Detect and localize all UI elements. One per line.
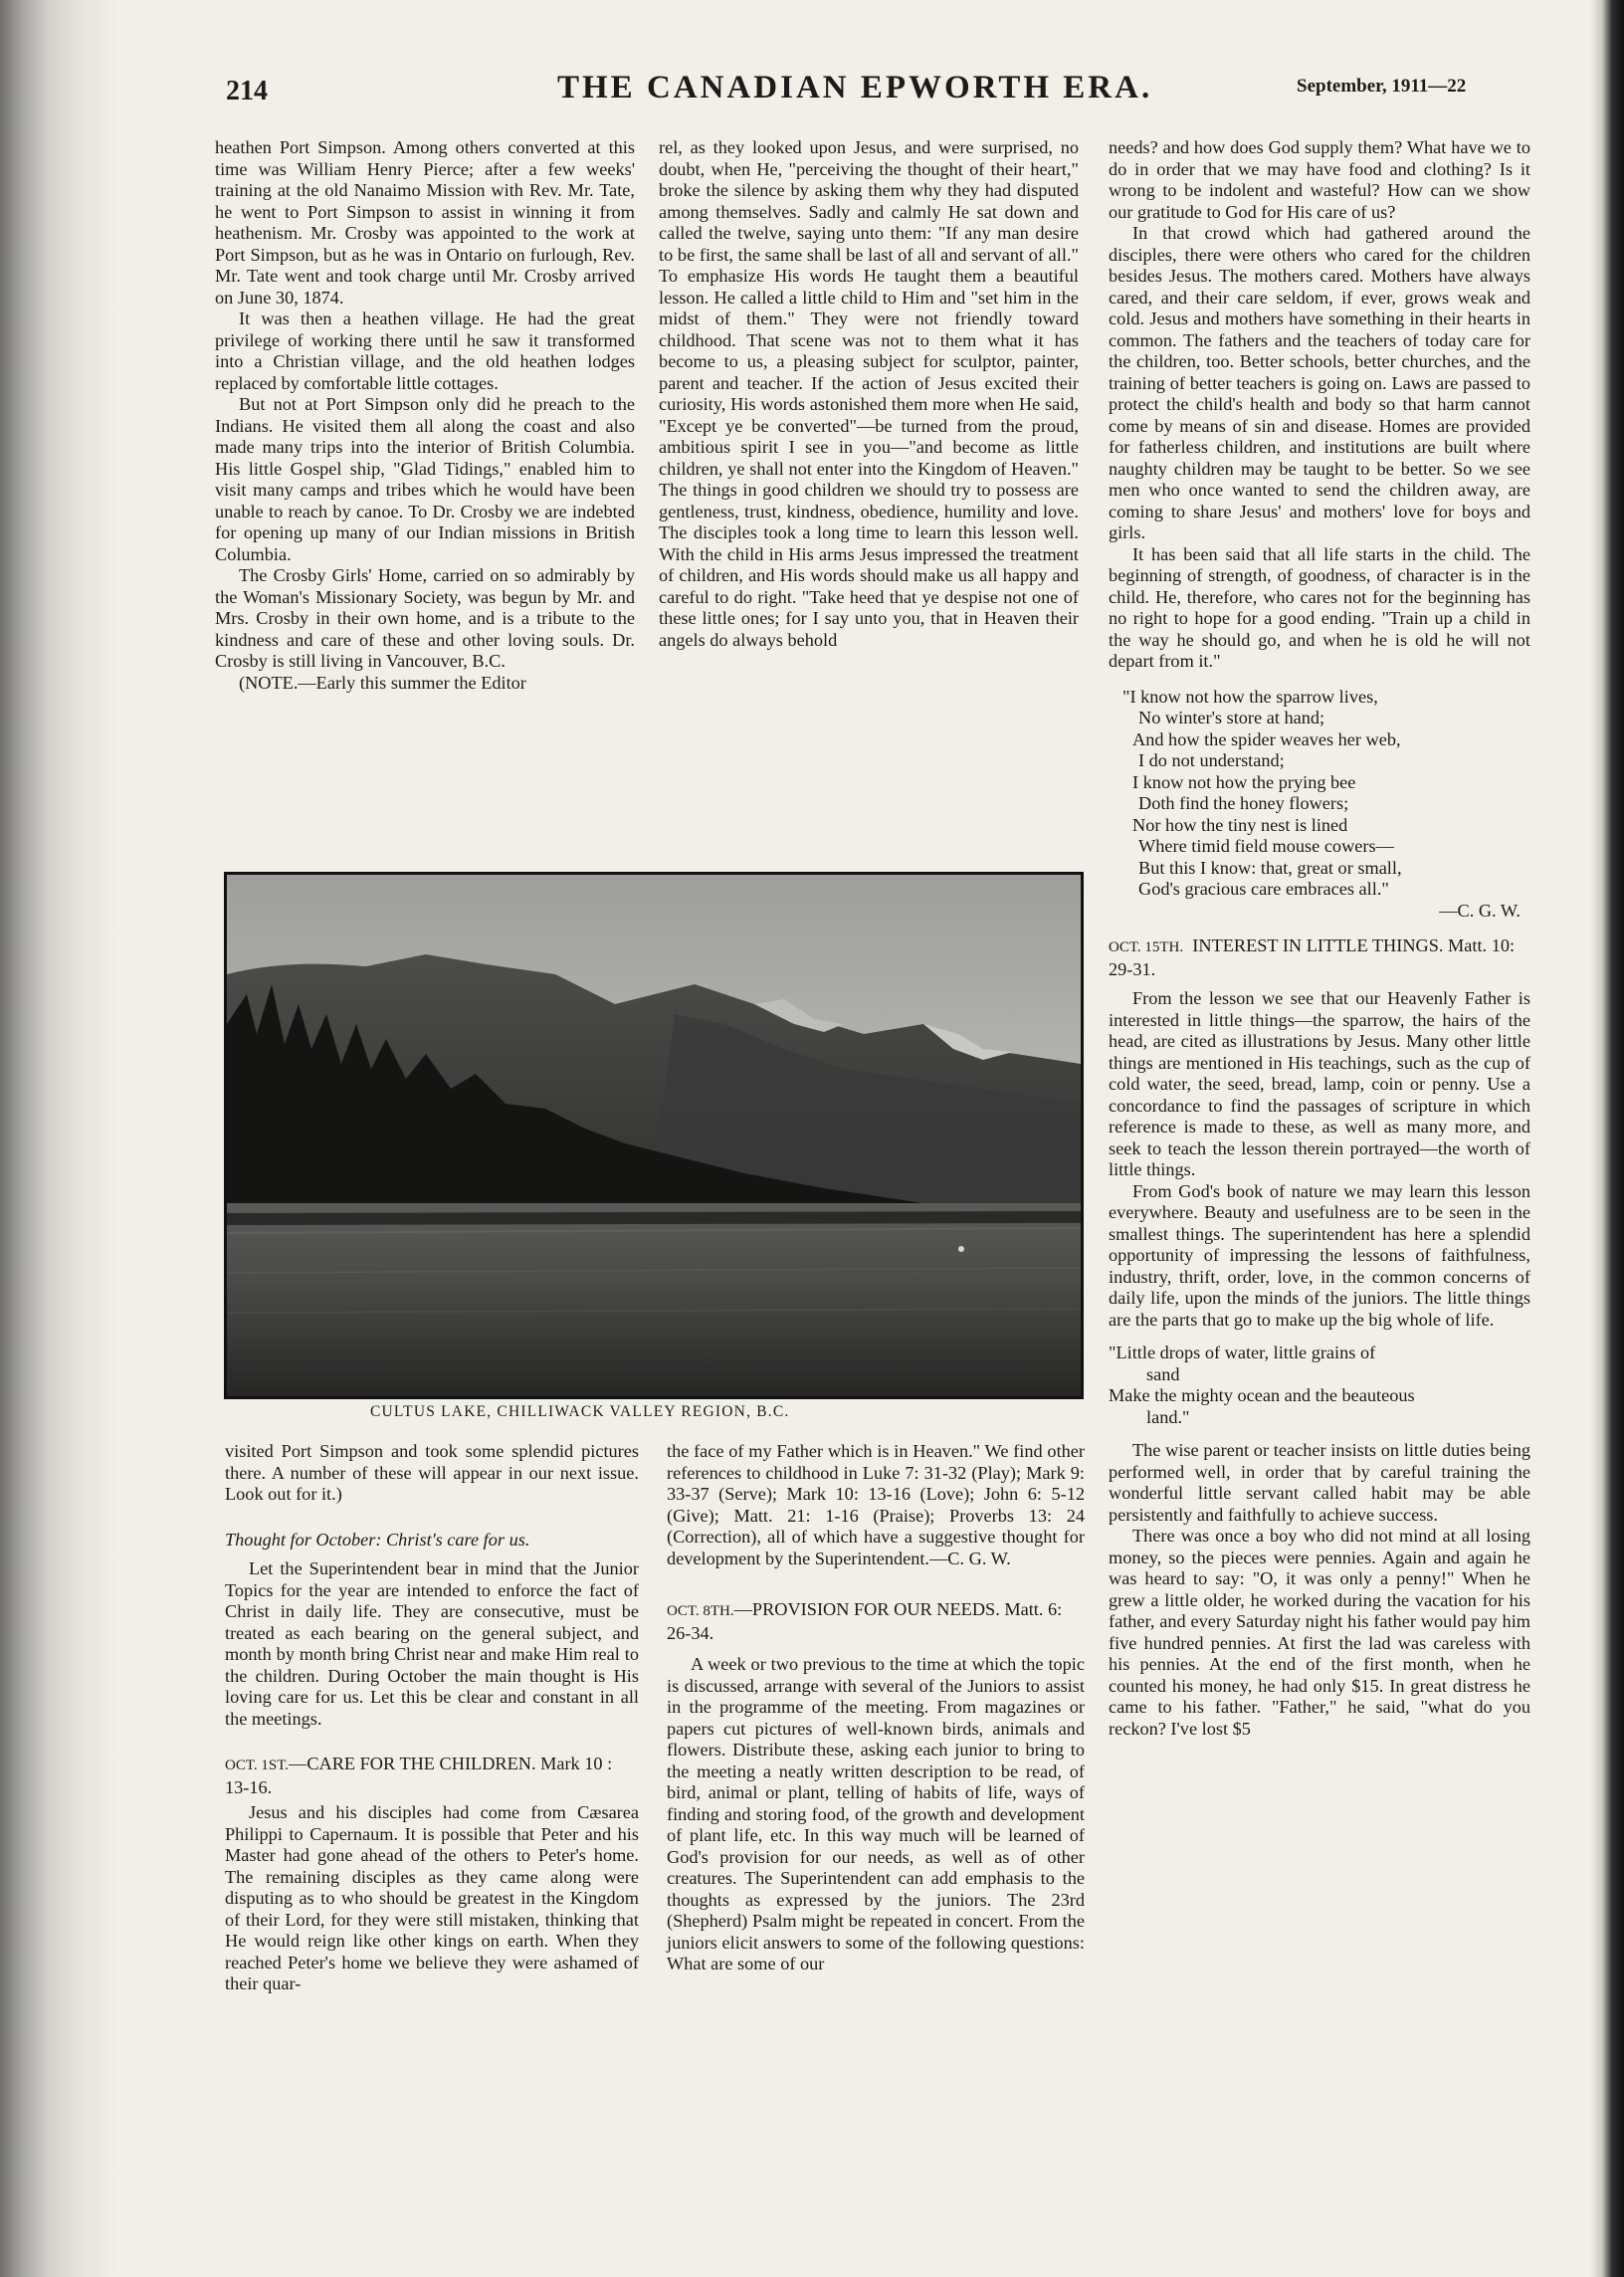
column-1-bottom	[225, 1441, 639, 1995]
paragraph: But not at Port Simpson only did he preach to the Indians. He visited them all along the coast and also made many trips into the interior of British Columbia. His little Gospel ship, "Glad Tidings," enabled him to visit many camps and tribes which he would have been unable to reach by canoe. To Dr. Crosby we are indebted for opening up many of our Indian missions in British Columbia.	[215, 394, 635, 564]
poem-line: "I know not how the sparrow lives,	[1122, 686, 1378, 707]
column-1-top	[215, 137, 635, 694]
paragraph: The wise parent or teacher insists on little duties being performed well, in order that by careful training the wonderful little servant called habit may be able persistently and faithfully to achieve success.	[1109, 1440, 1530, 1525]
paragraph: visited Port Simpson and took some splendid pictures there. A number of these will appear in our next issue. Look out for it.)	[225, 1441, 639, 1504]
heading-title: —CARE FOR THE CHILDREN. Mark 10 : 13-16.	[225, 1754, 613, 1797]
paragraph: It has been said that all life starts in the child. The beginning of strength, of goodness, of character is in the child. He, therefore, who cares not for the beginning has no right to hope for a good ending. "Train up a child in the way he should go, and when he is old he will not depart from it."	[1109, 543, 1530, 671]
issue-date: September, 1911—22	[1297, 76, 1467, 97]
poem	[1109, 687, 1530, 923]
photo-caption: CULTUS LAKE, CHILLIWACK VALLEY REGION, B.C.	[370, 1403, 790, 1420]
paragraph: The Crosby Girls' Home, carried on so admirably by the Woman's Missionary Society, was begun by Mr. and Mrs. Crosby in their own home, and is a tribute to the kindness and care of these and other loving souls. Dr. Crosby is still living in Vancouver, B.C.	[215, 565, 635, 671]
paragraph: Let the Superintendent bear in mind that the Junior Topics for the year are intended to enforce the fact of Christ in daily life. They are consecutive, must be treated as each bearing on the general subject, and month by month bring Christ near and make Him real to the children. During October the main thought is His loving care for us. Let this be clear and constant in all the meetings.	[225, 1558, 639, 1729]
heading-title: INTEREST IN LITTLE THINGS. Matt. 10: 29-31.	[1109, 935, 1516, 979]
page-number: 214	[226, 76, 268, 106]
block-quote	[1109, 1343, 1530, 1428]
poem-line: Nor how the tiny nest is lined	[1132, 814, 1348, 835]
poem-line: God's gracious care embraces all."	[1138, 879, 1389, 899]
poem-line: Doth find the honey flowers;	[1138, 793, 1349, 813]
paragraph: It was then a heathen village. He had the great privilege of working there until he saw it transformed into a Christian village, and the old heathen lodges replaced by comfortable little cottages.	[215, 309, 635, 393]
paragraph: the face of my Father which is in Heaven." We find other references to childhood in Luke 7: 31-32 (Play); Mark 9: 33-37 (Serve); Mark 10: 13-16 (Love); John 6: 5-12 (Give); Matt. 21: 1-16 (Praise); Proverbs 13: 24 (Correction), all of which have a suggestive thought for development by the Superintendent.—C. G. W.	[667, 1441, 1085, 1568]
column-2-bottom	[667, 1441, 1085, 1975]
paragraph: needs? and how does God supply them? What have we to do in order that we may have food and clothing? Is it wrong to be indolent and wasteful? How can we show our gratitude to God for His care of us?	[1109, 137, 1530, 222]
paragraph: In that crowd which had gathered around the disciples, there were others who cared for the children besides Jesus. The mothers cared. Mothers have always cared, and their care seldom, if ever, grows weak and cold. Jesus and mothers have something in their hearts in common. The fathers and the teachers of today care for the children, too. Better schools, better churches, and the training of better teachers is going on. Laws are passed to protect the child's health and body so that harm cannot come by means of sin and disease. Homes are provided for fatherless children, and institutions are built where naughty children may be taught to be better. So we see men who once wanted to send the children away, are coming to share Jesus' and mothers' love for boys and girls.	[1109, 223, 1530, 542]
quote-line: sand	[1146, 1363, 1180, 1384]
poem-line: And how the spider weaves her web,	[1132, 728, 1401, 749]
heading-date: OCT. 1ST.	[225, 1758, 290, 1773]
section-heading-oct-8	[667, 1599, 1085, 1644]
quote-line: land."	[1146, 1406, 1190, 1427]
heading-title: —PROVISION FOR OUR NEEDS. Matt. 6: 26-34.	[667, 1599, 1063, 1643]
poem-line: Where timid field mouse cowers—	[1138, 836, 1394, 856]
thought-for-october: Thought for October: Christ's care for us.	[225, 1529, 530, 1550]
section-heading-oct-15	[1109, 935, 1530, 980]
paragraph: From God's book of nature we may learn this lesson everywhere. Beauty and usefulness are to be seen in the smallest things. The superintendent has here a splendid opportunity of impressing the lessons of faithfulness, industry, thrift, order, love, in the common concerns of daily life, upon the minds of the juniors. The little things are the parts that go to make up the big whole of life.	[1109, 1180, 1530, 1330]
paragraph: rel, as they looked upon Jesus, and were surprised, no doubt, when He, "perceiving the thought of their heart," broke the silence by asking them why they had disputed among themselves. Sadly and calmly He sat down and called the twelve, saying unto them: "If any man desire to be first, the same shall be last of all and servant of all." To emphasize His words He taught them a beautiful lesson. He called a little child to Him and "set him in the midst of them." They were not friendly toward childhood. That scene was not to them what it has become to us, a pleasing subject for sculptor, painter, parent and teacher. If the action of Jesus excited their curiosity, His words astonished them more when He said, "Except ye be converted"—be turned from the proud, ambitious spirit I see in you—"and become as little children, ye shall not enter into the Kingdom of Heaven." The things in good children we should try to possess are gentleness, trust, kindness, obedience, humility and love. The disciples took a long time to learn this lesson well. With the child in His arms Jesus impressed the treatment of children, and His words should make us all happy and careful to do right. "Take heed that ye despise not one of these little ones; for I say unto you, that in Heaven their angels do always behold	[659, 137, 1079, 650]
heading-date: OCT. 15TH.	[1109, 939, 1184, 955]
poem-line: No winter's store at hand;	[1138, 708, 1325, 727]
paragraph: (NOTE.—Early this summer the Editor	[239, 672, 526, 693]
poem-line: But this I know: that, great or small,	[1138, 857, 1402, 878]
column-2-top	[659, 137, 1079, 651]
heading-date: OCT. 8TH.	[667, 1603, 734, 1619]
paragraph: A week or two previous to the time at which the topic is discussed, arrange with several of the Juniors to assist in the programme of the meeting. From magazines or papers cut pictures of well-known birds, animals and flowers. Distribute these, asking each junior to bring to the meeting a neatly written description to be read, of bird, animal or plant, telling of habits of life, ways of finding and storing food, of the growth and development of plant life, etc. In this way much will be learned of God's provision for our needs, as well as of other creatures. The Superintendent can add emphasis to the thoughts as expressed by the juniors. The 23rd (Shepherd) Psalm might be repeated in concert. From the juniors elicit answers to some of the following questions: What are some of our	[667, 1654, 1085, 1973]
paragraph: From the lesson we see that our Heavenly Father is interested in little things—the sparrow, the hairs of the head, are cited as illustrations by Jesus. Many other little things are mentioned in His teachings, such as the cup of cold water, the seed, bread, lamp, coin or penny. Use a concordance to find the passages of scripture in which reference is made to these, as well as many more, and seek to teach the lesson therein portrayed—the worth of little things.	[1109, 988, 1530, 1179]
paragraph: There was once a boy who did not mind at all losing money, so the pieces were pennies. Again and again he was heard to say: "O, it was only a penny!" When he grew a little older, he worked during the vacation for his father, and every Saturday night his father would pay him five hundred pennies. At first the lad was careless with his pennies. At the end of the first month, when he counted his money, he had only $15. In great distress he came to his father. "Father," he said, "what do you reckon? I've lost $5	[1109, 1526, 1530, 1739]
paragraph: heathen Port Simpson. Among others converted at this time was William Henry Pierce; after a few weeks' training at the old Nanaimo Mission with Rev. Mr. Tate, he went to Port Simpson to assist in winning it from heathenism. Mr. Crosby was appointed to the work at Port Simpson, but as he was in Ontario on furlough, Rev. Mr. Tate went and took charge until Mr. Crosby arrived on June 30, 1874.	[215, 137, 635, 308]
quote-line: Make the mighty ocean and the beauteous	[1109, 1385, 1415, 1405]
column-3	[1109, 137, 1530, 1740]
magazine-title: THE CANADIAN EPWORTH ERA.	[557, 70, 1153, 105]
landscape-illustration	[227, 875, 1081, 1396]
lake-photograph	[224, 872, 1084, 1399]
poem-line: I know not how the prying bee	[1132, 771, 1356, 792]
poem-line: I do not understand;	[1138, 750, 1285, 770]
section-heading-oct-1	[225, 1754, 639, 1798]
quote-line: "Little drops of water, little grains of	[1109, 1343, 1376, 1362]
poem-signature: —C. G. W.	[1439, 900, 1521, 921]
paragraph: Jesus and his disciples had come from Cæsarea Philippi to Capernaum. It is possible that Peter and his Master had gone ahead of the others to Peter's home. The remaining disciples as they came along were disputing as to who should be greatest in the Kingdom of their Lord, for they were still mistaken, thinking that He would reign like other kings on earth. When they reached Peter's home we believe they were ashamed of their quar-	[225, 1802, 639, 1993]
